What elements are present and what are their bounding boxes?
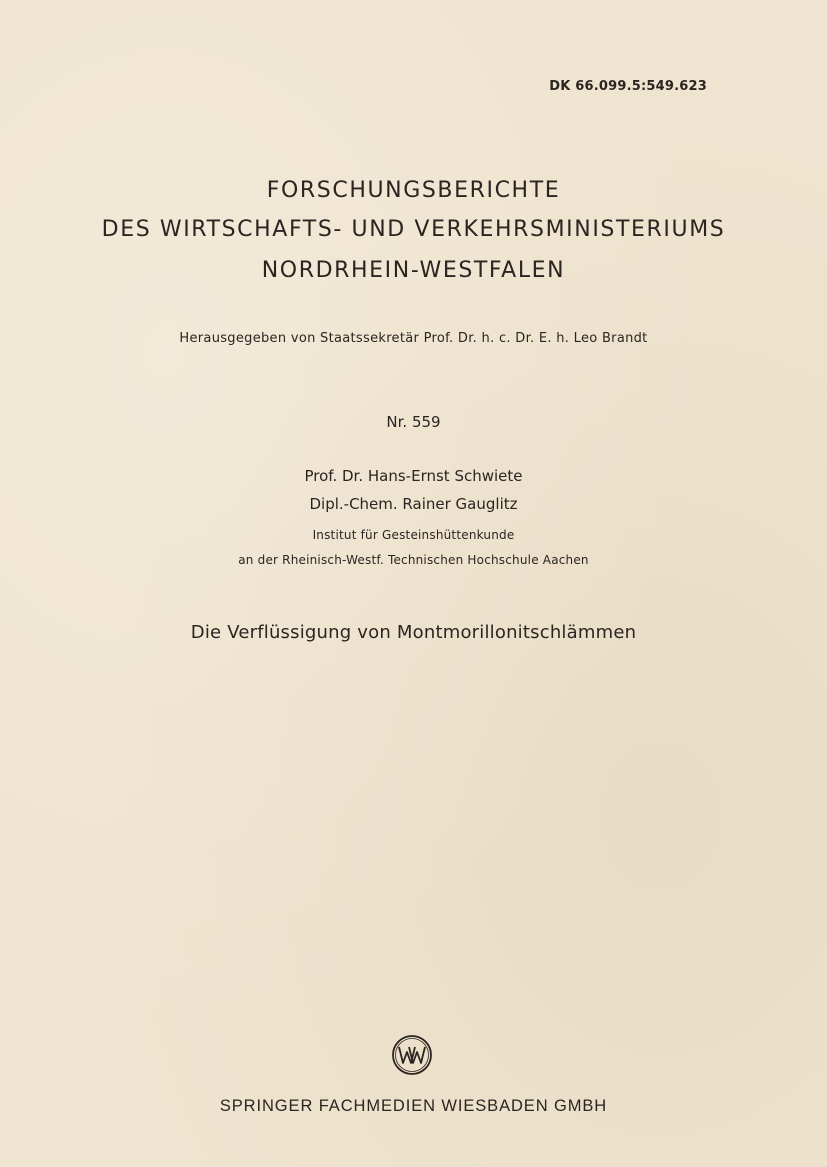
- springer-ww-logo-icon: [390, 1033, 434, 1077]
- series-title-line-1: FORSCHUNGSBERICHTE: [266, 178, 561, 203]
- author-1: Prof. Dr. Hans-Ernst Schwiete: [304, 467, 523, 485]
- dk-classification-number: DK 66.099.5:549.623: [549, 79, 707, 94]
- series-title-line-3: NORDRHEIN-WESTFALEN: [261, 258, 566, 283]
- publisher-name: SPRINGER FACHMEDIEN WIESBADEN GMBH: [219, 1097, 608, 1115]
- report-number: Nr. 559: [386, 413, 441, 431]
- report-title: Die Verflüssigung von Montmorillonitschlämmen: [190, 622, 637, 643]
- series-title-line-2: DES WIRTSCHAFTS- UND VERKEHRSMINISTERIUMS: [101, 217, 726, 242]
- editor-line: Herausgegeben von Staatssekretär Prof. Dr. h. c. Dr. E. h. Leo Brandt: [179, 331, 648, 346]
- institute-line-1: Institut für Gesteinshüttenkunde: [312, 528, 515, 542]
- institute-line-2: an der Rheinisch-Westf. Technischen Hochschule Aachen: [238, 553, 589, 567]
- author-2: Dipl.-Chem. Rainer Gauglitz: [309, 495, 518, 513]
